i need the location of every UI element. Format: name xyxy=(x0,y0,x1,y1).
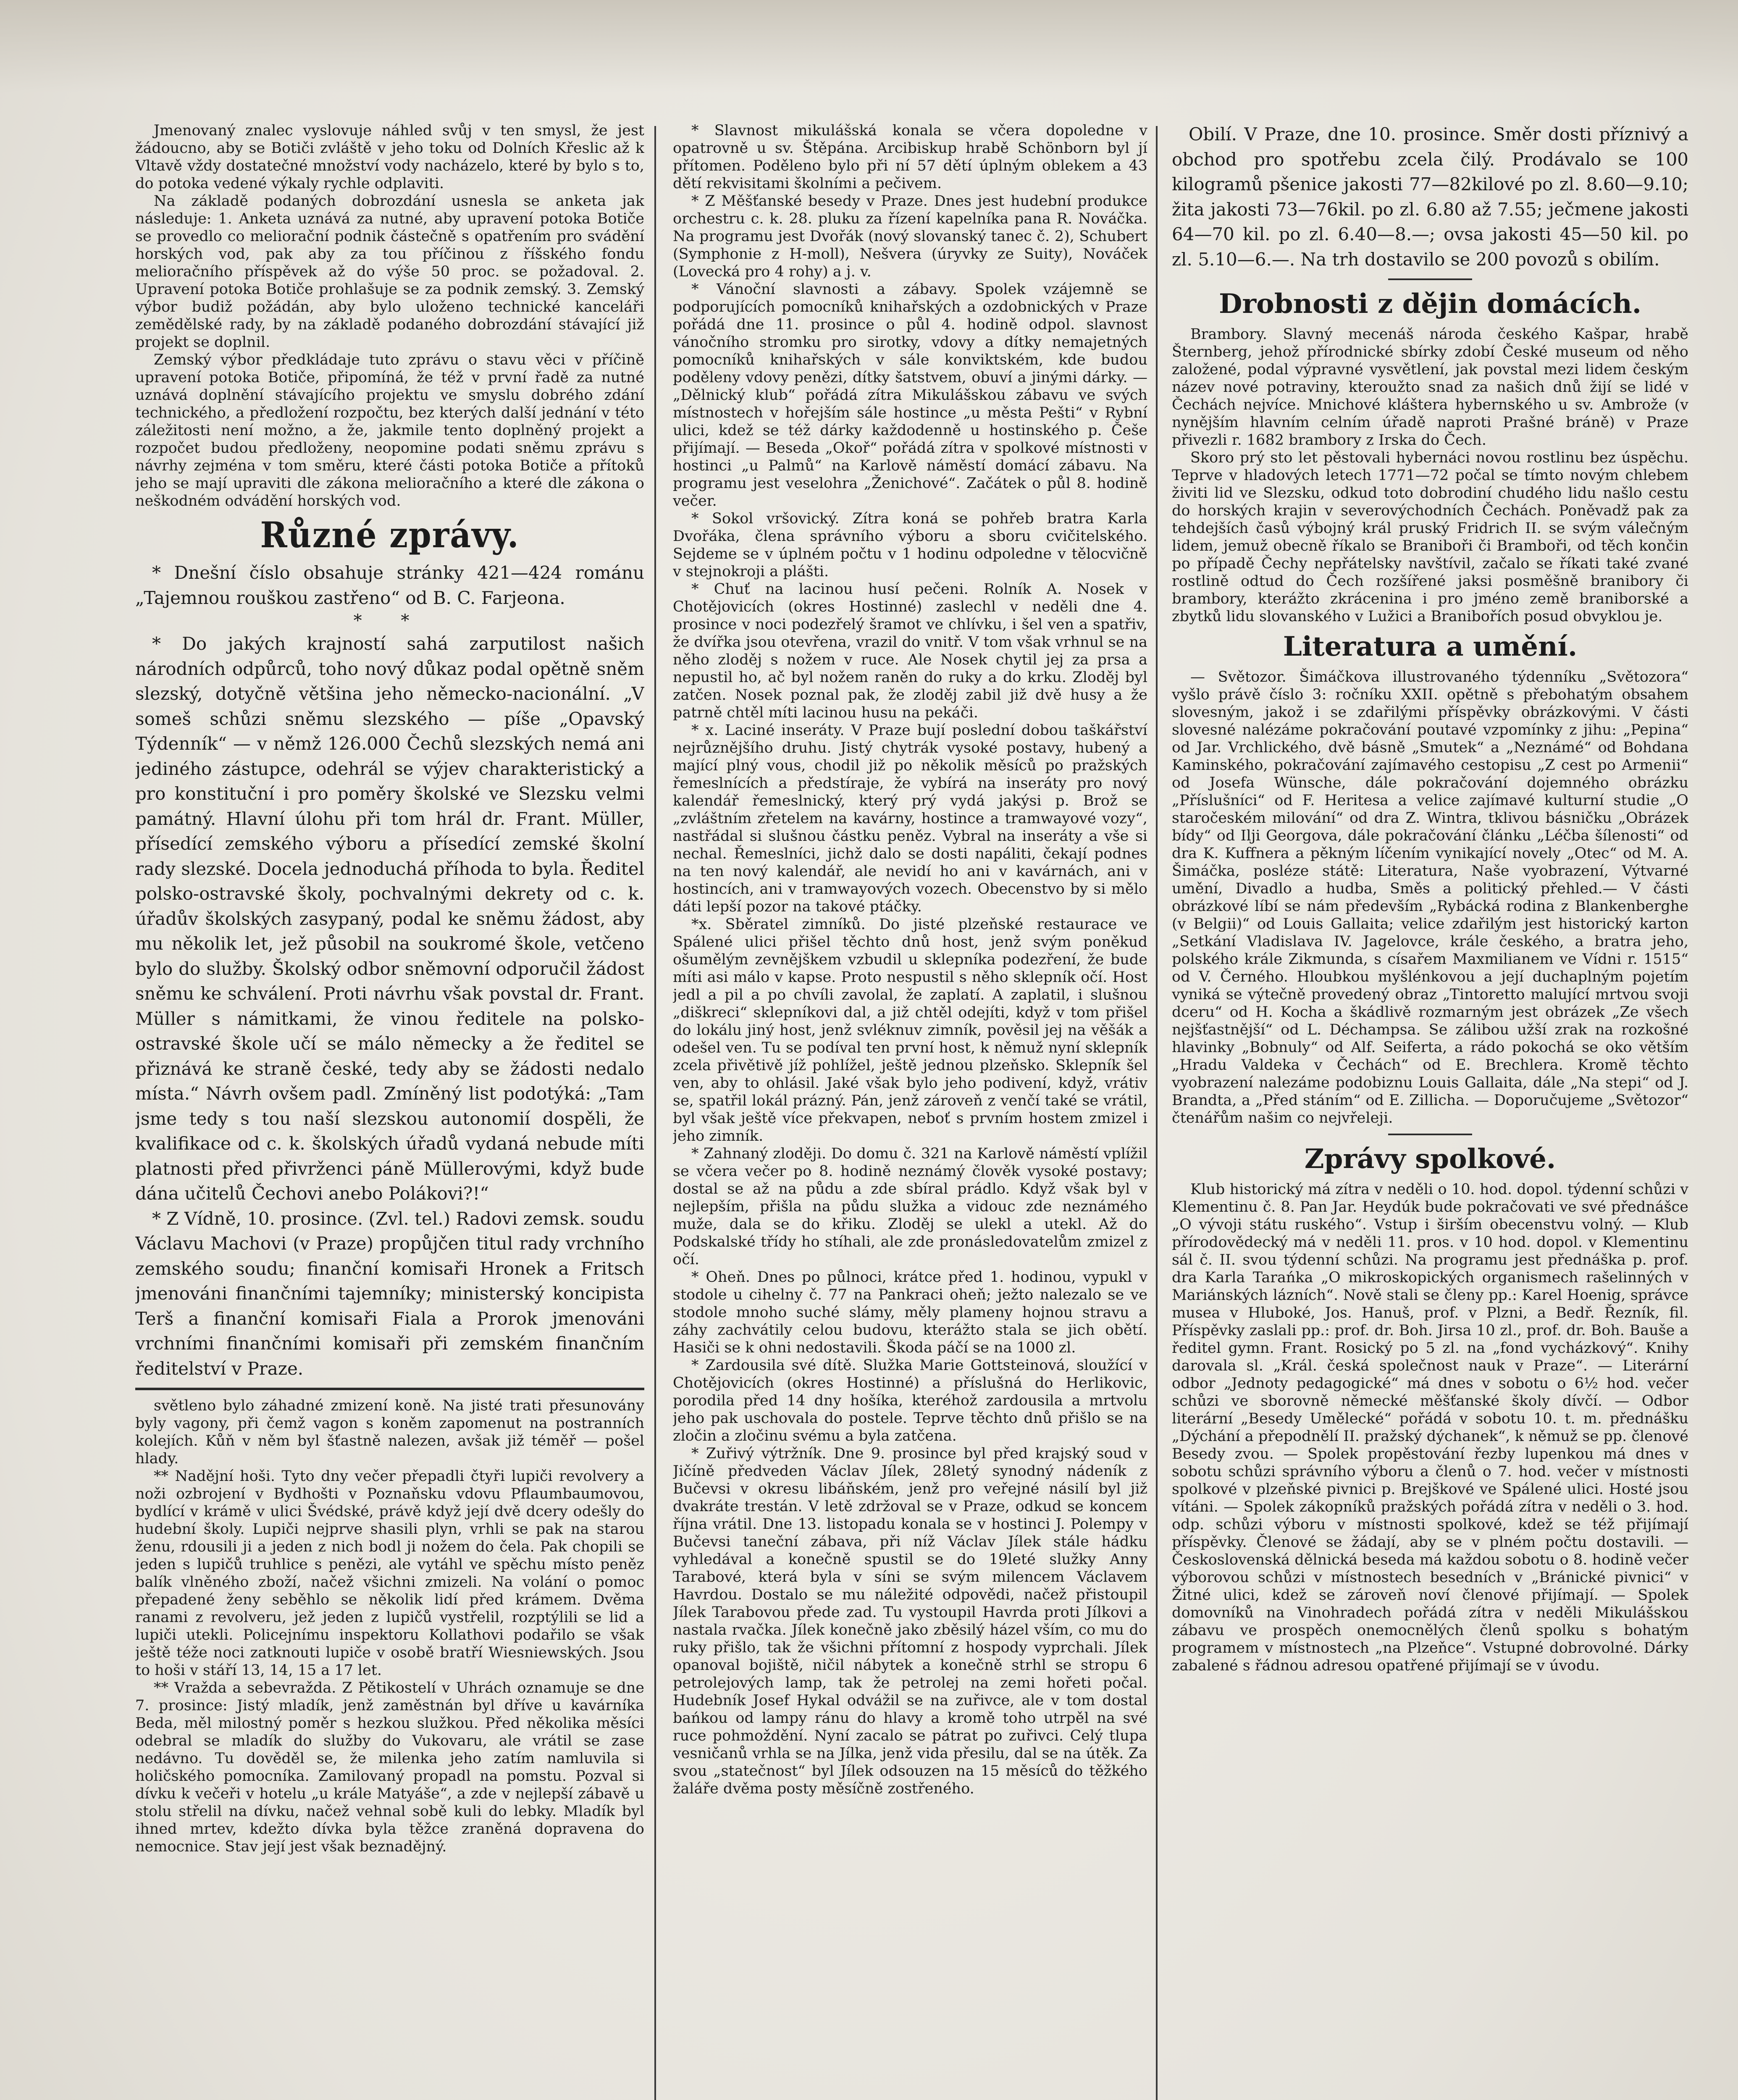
column-middle xyxy=(673,122,1147,2100)
article-laciné-inseraty: * x. Laciné inseráty. V Praze bují poslední dobou taškářství nejrůznějšího druhu. Jistý chytrák vysoké postavy, hubený a mající plný vous, chodil již po několik měsíců po pražských řemeslnících a předstíraje, že vybírá na inseráty pro nový kalendář řemeslnický, který prý vydá jakýsi p. Brož se „zvláštním zřetelem na kavárny, hostince a tramwayové vozy“, nastřádal si slušnou částku peněz. Vybral na inseráty a vše si nechal. Řemeslníci, jichž dalo se dosti napáliti, čekají podnes na ten nový kalendář, ale nevidí ho ani v kavárnách, ani v hostincích, ani v tramwayových vozech. Obecenstvo by si mělo dáti lepší pozor na takové ptáčky. xyxy=(673,722,1147,915)
article-vanocni-slavnosti: * Vánoční slavnosti a zábavy. Spolek vzájemně se podporujících pomocníků knihařských a ozdobnických v Praze pořádá dne 11. prosince o půl 4. hodině odpol. slavnost vánočního stromku pro sirotky, vdovy a dítky nemajetných pomocníků knihařských v sále konviktském, kde budou poděleny vdovy penězi, dítky šatstvem, obuví a jinými dárky. — „Dělnický klub“ pořádá zítra Mikulášskou zábavu ve svých místnostech v hořejším sále hostince „u města Pešti“ v Rybní ulici, kdež se též dárky každodenně u hostinského p. Češe přijímají. — Beseda „Okoř“ pořádá zítra v spolkové místnosti v hostinci „u Palmů“ na Karlově náměstí domácí zábavu. Na programu jest veselohra „Ženichové“. Začátek o půl 8. hodině večer. xyxy=(673,281,1147,509)
article-nadejni-hosi: ** Nadějní hoši. Tyto dny večer přepadli čtyři lupiči revolvery a noži ozbrojení v Bydhošti v Poznaňsku vdovu Pflaumbaumovou, bydlící v krámě v ulici Švédské, právě když její dvě dcery odešly do hudební školy. Lupiči nejprve shasili plyn, vrhli se pak na starou ženu, rdousili ji a jeden z nich bodl ji nožem do čela. Pak chopili se jeden s lupičů truhlice s penězi, ale vytáhl ve spěchu místo peněz balík vlněného zboží, načež všichni zmizeli. Na volání o pomoc přepadené ženy seběhlo se několik lidí před krámem. Dvěma ranami z revolveru, jež jeden z lupičů vystřelil, rozptýlili se lid a lupiči utekli. Policejnímu inspektoru Kollathovi podařilo se však ještě téže noci zatknouti lupiče v osobě bratří Wiesniewských. Jsou to hoši v stáří 13, 14, 15 a 17 let. xyxy=(135,1468,644,1679)
article-svetozor: — Světozor. Šimáčkova illustrovaného týdenníku „Světozora“ vyšlo právě číslo 3: ročníku XXII. opětně s přebohatým obsahem slovesným, jakož i se zdařilými příspěvky obrázkovými. V části slovesné nalézáme pokračování poutavé vzpomínky z jihu: „Pepina“ od Jar. Vrchlického, dvě básně „Smutek“ a „Neznámé“ od Bohdana Kaminského, pokračování zajímavého cestopisu „Z cest po Armenii“ od Josefa Wünsche, dále pokračování dojemného obrázku „Příslušníci“ od F. Heritesa a velice zajímavé kulturní studie „O staročeském milování“ od dra Z. Wintra, tklivou básničku „Obrázek bídy“ od Ilji Georgova, dále pokračování článku „Léčba šílenosti“ od dra K. Kuffnera a pěkným líčením vynikající novely „Otec“ od M. A. Šimáčka, posléze státě: Literatura, Naše vyobrazení, Výtvarné umění, Divadlo a hudba, Směs a politický přehled.— V části obrázkové líbí se nám především „Rybácká rodina z Blankenberghe (v Belgii)“ od Louis Gallaita; velice zdařilým jest historický karton „Setkání Vladislava IV. Jagelovce, krále českého, a bratra jeho, polského krále Zikmunda, s císařem Maxmilianem ve Vídni r. 1515“ od V. Černého. Hloubkou myšlénkovou a její duchaplným pojetím vyniká se výtečně provedený obraz „Tintoretto malující mrtvou svoji dceru“ od H. Kocha a škádlivě rozmarným jest obrázek „Ze všech nejšťastnější“ od L. Déchampsa. Se zálibou užší zrak na rozkošné hlavinky „Bobnuly“ od Alf. Seiferta, a rádo pokochá se oko větším „Hradu Valdeka v Čechách“ od E. Brechlera. Kromě těchto vyobrazení nalezáme podobiznu Louis Gallaita, dále „Na stepi“ od J. Brandta, a „Před stáním“ od E. Zillicha. — Doporučujeme „Světozor“ čtenářům našim co nejvřeleji. xyxy=(1172,669,1688,1126)
article-zpravy-spolkove: Klub historický má zítra v neděli o 10. hod. dopol. týdenní schůzi v Klementinu č. 8. Pan Jar. Heydúk bude pokračovati ve své přednášce „O vývoji státu ruského“. Vstup i širším obecenstvu volný. — Klub přírodovědecký má v neděli 11. pros. v 10 hod. dopol. v Klementinu sál č. II. svou týdenní schůzi. Na programu jest přednáška p. prof. dra Karla Tarańka „O mikroskopických organismech rašelinných v Mariánských lázních“. Nově stali se členy pp.: Karel Hoenig, správce musea v Hluboké, Jos. Hanuš, prof. v Plzni, a Bedř. Řezník, fil. Příspěvky zaslali pp.: prof. dr. Boh. Jirsa 10 zl., prof. dr. Boh. Bauše a ředitel gymn. Frant. Rosický po 5 zl. na „fond vycházkový“. Knihy darovala sl. „Král. česká společnost nauk v Praze“. — Literární odbor „Jednoty pedagogické“ má dnes v sobotu o 6½ hod. večer schůzi ve sborovně německé měšťanské školy dívčí. — Odbor literární „Besedy Umělecké“ pořádá v sobotu 10. t. m. přednášku „Dýchání a přepodnělí II. pražský dýchanek“, k němuž se pp. členové Besedy zvou. — Spolek propěstování řezby lupenkou má dnes v sobotu schůzi správního výboru a členů o 7. hod. večer v místnosti spolkové v plzeňské pivnici p. Brejškové ve Spálené ulici. Hosté jsou vítáni. — Spolek zákopníků pražských pořádá zítra v neděli o 3. hod. odp. schůzi výboru v místnosti spolkové, kdež se též přijímají příspěvky. Členové se žádají, aby se v plném počtu dostavili. — Československá dělnická beseda má každou sobotu o 8. hodině večer výborovou schůzi v místnostech besedních v „Bránické pivnici“ v Žitné ulici, kdež se zároveň noví členové přijímají. — Spolek domovníků na Vinohradech pořádá zítra v neděli Mikulášskou zábavu ve prospěch onemocnělých členů spolku s bohatým programem v místnostech „na Plzeňce“. Vstupné dobrovolné. Dárky zabalené s řádnou adresou opatřené přijímají se v úvodu. xyxy=(1172,1181,1688,1674)
page-top-smudge xyxy=(0,0,1738,92)
article-brambory: Brambory. Slavný mecenáš národa českého Kašpar, hrabě Šternberg, jehož přírodnické sbírky zdobí České museum od něho založené, podal výpravné vysvětlení, jak povstal mezi lidem českým název nové potraviny, kteroužto snad za našich dnů žijí se lidé v Čechách nejvíce. Mnichové kláštera hybernského u sv. Ambrože (v nynějším hlavním celním úřadě naproti Prašné bráně) v Praze přivezli r. 1682 brambory z Irska do Čech. xyxy=(1172,326,1688,449)
section-heading-drobnosti: Drobnosti z dějin domácích. xyxy=(1218,288,1642,320)
short-rule-2 xyxy=(1388,1134,1472,1135)
section-heading-literatura: Literatura a umění. xyxy=(1283,631,1578,662)
article-zarputilost: * Do jakých krajností sahá zarputilost našich národních odpůrců, toho nový důkaz podal opětně sněm slezský, dotyčně většina jeho německo-nacionální. „V someš schůzi sněmu slezského — píše „Opavský Týdenník“ — v němž 126.000 Čechů slezských nemá ani jediného zástupce, odehrál se výjev charakteristický a pro konstituční i pro poměry školské ve Slezsku velmi památný. Hlavní úlohu při tom hrál dr. Frant. Müller, přísedící zemského výboru a přísedící zemské školní rady slezské. Docela jednoduchá příhoda to byla. Ředitel polsko-ostravské školy, pochvalnými dekrety od c. k. úřadův školských zasypaný, podal ke sněmu žádost, aby mu několik let, jež působil na soukromé škole, vetčeno bylo do služby. Školský odbor sněmovní odporučil žádost sněmu ke schválení. Proti návrhu však povstal dr. Frant. Müller s námitkami, že vinou ředitele na polsko-ostravské škole učí se málo německy a že ředitel se přiznává ke straně české, tedy aby se žádosti nedalo místa.“ Návrh ovšem padl. Zmíněný list podotýká: „Tam jsme tedy s tou naší slezskou autonomií dospěli, že kvalifikace od c. k. školských úřadů vydaná nebude míti platnosti před přivrženci páně Müllerovými, když bude dána učitelů Čechovi anebo Polákovi?!“ xyxy=(135,633,644,1204)
article-vrazda-sebevrazda: ** Vražda a sebevražda. Z Pětikostelí v Uhrách oznamuje se dne 7. prosince: Jistý mladík, jenž zaměstnán byl dříve u kavárníka Beda, měl milostný poměr s hezkou služkou. Před několika měsíci odebral se mladík do služby do Vukovaru, ale vrátil se zase nedávno. Tu dověděl se, že milenka jeho zatím namluvila si holičského pomocníka. Zamilovaný propadl na pomstu. Pozval si dívku k večeři v hotelu „u krále Matyáše“, a zde v nejlepší zábavě u stolu střelil na dívku, načež vehnal sobě kuli do lebky. Mladík byl ihned mrtev, kdežto dívka byla těžce zraněná dopravena do nemocnice. Stav její jest však beznadějný. xyxy=(135,1680,644,1855)
article-botic-expert: Jmenovaný znalec vyslovuje náhled svůj v ten smysl, že jest žádoucno, aby se Botiči zvláště v jeho toku od Dolních Křeslic až k Vltavě vždy dostatečné množství vody nacházelo, které by bylo s to, do potoka vedené výkaly rychle odplaviti. xyxy=(135,122,644,192)
article-husi-peceni: * Chuť na lacinou husí pečeni. Rolník A. Nosek v Chotějovicích (okres Hostinné) zaslechl v neděli dne 4. prosince v noci podezřelý šramot ve chlívku, i šel ven a spatřiv, že dvířka jsou otevřena, vrazil do vnitř. V tom však vrhnul se na něho zloděj s nožem v ruce. Ale Nosek chytil jej za prsa a nepustil ho, ač byl nožem raněn do ruky a do krku. Zloděj byl zatčen. Nosek poznal pak, že zloděj zabil již dvě husy a že patrně chtěl míti lacinou husu na pekáči. xyxy=(673,581,1147,721)
column-right xyxy=(1172,122,1688,2100)
article-zardousila: * Zardousila své dítě. Služka Marie Gottsteinová, sloužící v Chotějovicích (okres Hostinné) a příslušná do Herlikovic, porodila před 14 dny hošíka, kteréhož zardousila a mrtvolu jeho pak uschovala do postele. Teprve těchto dnů přišlo se na zločin a zločinu svému a byla zatčena. xyxy=(673,1357,1147,1444)
section-heading-spolkove: Zprávy spolkové. xyxy=(1304,1143,1556,1175)
short-rule-1 xyxy=(1388,278,1472,280)
article-z-vidne: * Z Vídně, 10. prosince. (Zvl. tel.) Radovi zemsk. soudu Václavu Machovi (v Praze) propůjčen titul rady vrchního zemského soudu; finanční komisaři Hronek a Fritsch jmenováni finančními tajemníky; ministerský koncipista Terš a finanční komisaři Fiala a Prorok jmenováni vrchními finančními komisaři při zemském finančním ředitelství v Praze. xyxy=(135,1208,644,1379)
article-zahnany-zlodej: * Zahnaný zloději. Do domu č. 321 na Karlově náměstí vplížil se včera večer po 8. hodině neznámý člověk vysoké postavy; dostal se až na půdu a zde sbíral prádlo. Když však byl v nejlepším, přišla na půdu služka a vidouc zde neznámého muže, dala se do křiku. Zloděj se ulekl a utekl. Až do Podskalské třídy ho stíhali, ale zde pronásledovatelům zmizel z očí. xyxy=(673,1145,1147,1268)
horizontal-rule xyxy=(135,1388,644,1390)
article-sberatel-zimniku: *x. Sběratel zimníků. Do jisté plzeňské restaurace ve Spálené ulici přišel těchto dnů host, jenž svým poněkud ošumělým zevnějškem vzbudil u sklepníka podezření, že bude míti asi málo v kapse. Proto nespustil s něho sklepník očí. Host jedl a pil a po chvíli zavolal, že zaplatí. A zaplatil, i slušnou „diškreci“ sklepníkovi dal, a již chtěl odejíti, když v tom přišel do lokálu jiný host, jenž svléknuv zimník, pověsil jej na věšák a odešel ven. Tu se podíval ten první host, k němuž nyní sklepník zcela přivětivě jíž pohlížel, ještě jednou plzeňsko. Sklepník šel ven, aby to ohlásil. Jaké však bylo jeho podivení, když, vrátiv se, spatřil lokál prázný. Pán, jenž zároveň z venčí také se vrátil, byl však ještě více překvapen, neboť s prvním hostem zmizel i jeho zimník. xyxy=(673,916,1147,1144)
article-botic-anketa: Na základě podaných dobrozdání usnesla se anketa jak následuje: 1. Anketa uznává za nutné, aby upravení potoka Botiče se provedlo co meliorační podnik částečně s opatřením pro svádění horských vod, pak aby za tou příčinou z říšského fondu melioračního příspěvek až do výše 50 proc. se požadoval. 2. Upravení potoka Botiče prohlašuje se za podnik zemský. 3. Zemský výbor budiž požádán, aby bylo uloženo technické kanceláři zemědělské rady, by na základě podaného dobrozdání stávající již projekt se doplnil. xyxy=(135,193,644,351)
article-ohen: * Oheň. Dnes po půlnoci, krátce před 1. hodinou, vypukl v stodole u cihelny č. 77 na Pankraci oheň; ježto nalezalo se ve stodole mnoho suché slámy, měly plameny hojnou stravu a záhy zachvátily celou budovu, kterážto stala se jich obětí. Hasiči se k ohni nedostavili. Škoda páčí se na 1000 zl. xyxy=(673,1269,1147,1356)
column-rule-2 xyxy=(1156,126,1158,2100)
section-heading-ruzne-zpravy: Různé zprávy. xyxy=(260,514,520,556)
article-horse-found: světleno bylo záhadné zmizení koně. Na jisté trati přesunovány byly vagony, při čemž vagon s koněm zapomenut na postranních kolejích. Kůň v něm byl šťastně nalezen, avšak již téměř — pošel hlady. xyxy=(135,1397,644,1467)
article-botic-committee: Zemský výbor předkládaje tuto zprávu o stavu věci v příčině upravení potoka Botiče, připomíná, že též v první řadě za nutné uznává doplnění stávajícího projektu ve smyslu dobrého zdání technického, a předložení rozpočtu, bez kterých další jednání v této záležitosti není možno, a že, jakmile tento doplněný projekt a rozpočet budou předloženy, neopomine podati sněmu zprávu s návrhy zejména v tom směru, které části potoka Botiče a přítoků jeho se mají upraviti dle zákona melioračního a které dle zákona o neškodném odvádění horských vod. xyxy=(135,352,644,509)
separator-stars: * * xyxy=(353,611,426,630)
article-mestanska-beseda: * Z Měšťanské besedy v Praze. Dnes jest hudební produkce orchestru c. k. 28. pluku za řízení kapelníka pana R. Nováčka. Na programu jest Dvořák (nový slovanský tanec č. 2), Schubert (Symphonie z H-moll), Nešvera (úryvky ze Suity), Nováček (Lovecká pro 4 rohy) a j. v. xyxy=(673,193,1147,280)
article-zurivy-vytrznik: * Zuřivý výtržník. Dne 9. prosince byl před krajský soud v Jičíně předveden Václav Jílek, 28letý synodný nádeník z Bučevsi v okresu libáňském, jenž pro veřejné násilí byl již dvakráte trestán. V letě zdržoval se v Praze, odkud se koncem října vrátil. Dne 13. listopadu konala se v hostinci J. Polempy v Bučevsi taneční zábava, při níž Václav Jílek stále hádku vyhledával a konečně spustil se do 19leté služky Anny Tarabové, která byla v síni se svým milencem Václavem Havrdou. Dostalo se mu náležité odpovědi, načež přistoupil Jílek Tarabovou přede zad. Tu vystoupil Havrda proti Jílkovi a nastala rvačka. Jílek konečně jako zběsilý házel vším, co mu do ruky přišlo, tak že všichni přítomní z hospody vyprchali. Jílek opanoval bojiště, ničil nábytek a konečně strhl se stropu 6 petrolejových lamp, tak že petrolej na zemi hořeti počal. Hudebník Josef Hykal odvážil se na zuřivce, ale v tom dostal bańkou od lampy ránu do hlavy a kromě toho utrpěl na své ruce pohmoždění. Nyní zacalo se pátrat po zuřivci. Celý tlupa vesničanů vrhla se na Jílka, jenž vida přesilu, dal se na útěk. Za svou „statečnost“ byl Jílek odsouzen na 15 měsíců do těžkého žaláře dvěma posty měsíčně zostřeného. xyxy=(673,1445,1147,1797)
article-roman-notice: * Dnešní číslo obsahuje stránky 421—424 románu „Tajemnou rouškou zastřeno“ od B. C. Farjeona. xyxy=(135,562,644,608)
article-slavnost-mikulasska: * Slavnost mikulášská konala se včera dopoledne v opatrovně u sv. Štěpána. Arcibiskup hrabě Schönborn byl jí přítomen. Poděleno bylo při ní 57 dětí úplným oblekem a 43 dětí rekvisitami školními a pečivem. xyxy=(673,122,1147,192)
column-rule-1 xyxy=(654,126,656,2100)
article-brambory-history: Skoro prý sto let pěstovali hybernáci novou rostlinu bez úspěchu. Teprve v hladových letech 1771—72 počal se tímto novým chlebem živiti lid ve Slezsku, odkud toto dobrodiní chudého lidu našlo cestu do horských krajin v severovýchodních Čechách. Poněvadž pak za tehdejších časů výbojný král pruský Fridrich II. se svým válečným lidem, jemuž obecně říkalo se Braniboři či Bramboři, od těch končin po případě Čechy nepřátelsky navštívil, začalo se říkati také zvané rostlině odtud do Čech rozšířené jaksi posměšně branibory či brambory, kterážto zkrácenina i pro jméno země braniborské a zbytků lidu slovanského v Lužici a Branibořích posud obvyklou je. xyxy=(1172,449,1688,625)
column-left xyxy=(135,122,644,2100)
article-obili-market: Obilí. V Praze, dne 10. prosince. Směr dosti příznivý a obchod pro spotřebu zcela čilý. Prodávalo se 100 kilogramů pšenice jakosti 77—82kilové po zl. 8.60—9.10; žita jakosti 73—76kil. po zl. 6.80 až 7.55; ječmene jakosti 64—70 kil. po zl. 6.40—8.—; ovsa jakosti 45—50 kil. po zl. 5.10—6.—. Na trh dostavilo se 200 povozů s obilím. xyxy=(1172,124,1688,270)
article-sokol-vrsovicky: * Sokol vršovický. Zítra koná se pohřeb bratra Karla Dvořáka, člena správního výboru a sboru cvičitelského. Sejdeme se v úplném počtu v 1 hodinu odpoledne v tělocvičně v stejnokroji a plášti. xyxy=(673,510,1147,580)
